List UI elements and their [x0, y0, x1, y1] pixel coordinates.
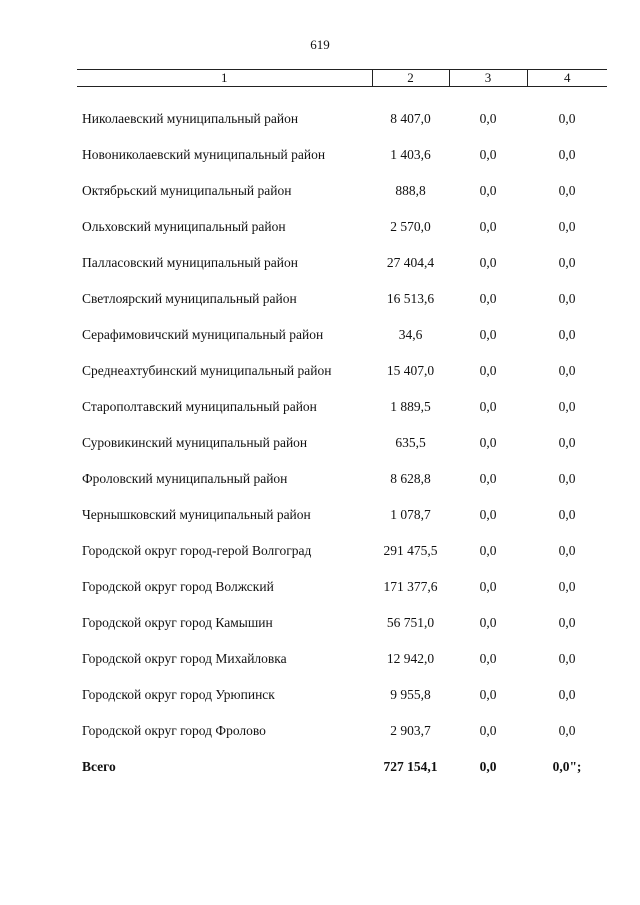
- column-4-value: 0,0: [558, 327, 576, 342]
- municipality-name: Городской округ город Камышин: [82, 615, 273, 630]
- page-number: 619: [310, 37, 330, 52]
- column-4-value: 0,0: [558, 471, 576, 486]
- municipality-name: Палласовский муниципальный район: [82, 255, 298, 270]
- table-row: [77, 378, 607, 414]
- table-row: [77, 414, 607, 450]
- amount-value: 15 407,0: [386, 363, 435, 378]
- municipality-name: Городской округ город Фролово: [82, 723, 266, 738]
- table-row: [77, 87, 607, 127]
- column-3-value: 0,0: [479, 111, 497, 126]
- table-row: [77, 558, 607, 594]
- amount-value: 888,8: [395, 183, 426, 198]
- amount-value: 1 403,6: [390, 147, 431, 162]
- column-3-value: 0,0: [479, 723, 497, 738]
- amount-value: 291 475,5: [383, 543, 438, 558]
- amount-value: 8 407,0: [390, 111, 431, 126]
- column-3-value: 0,0: [479, 363, 497, 378]
- column-4-value: 0,0: [558, 291, 576, 306]
- amount-value: 9 955,8: [390, 687, 431, 702]
- municipality-name: Октябрьский муниципальный район: [82, 183, 292, 198]
- column-3-value: 0,0: [479, 399, 497, 414]
- municipality-name: Фроловский муниципальный район: [82, 471, 288, 486]
- municipality-name: Серафимовичский муниципальный район: [82, 327, 324, 342]
- municipality-name: Старополтавский муниципальный район: [82, 399, 317, 414]
- amount-value: 171 377,6: [383, 579, 438, 594]
- table-row: [77, 198, 607, 234]
- column-3-value: 0,0: [479, 435, 497, 450]
- amount-value: 2 903,7: [390, 723, 431, 738]
- column-3-value: 0,0: [479, 255, 497, 270]
- amount-value: 1 889,5: [390, 399, 431, 414]
- column-3-value: 0,0: [479, 183, 497, 198]
- column-4-value: 0,0: [558, 255, 576, 270]
- municipality-name: Суровикинский муниципальный район: [82, 435, 308, 450]
- column-header-4: 4: [527, 70, 607, 87]
- column-4-value: 0,0: [558, 183, 576, 198]
- table-row: [77, 522, 607, 558]
- column-3-value: 0,0: [479, 291, 497, 306]
- total-row: [77, 738, 607, 774]
- column-header-2: 2: [372, 70, 449, 87]
- table-row: [77, 342, 607, 378]
- amount-value: 27 404,4: [386, 255, 435, 270]
- column-3-value: 0,0: [479, 147, 497, 162]
- total-column-4-value: 0,0";: [552, 759, 582, 774]
- municipality-name: Городской округ город Михайловка: [82, 651, 287, 666]
- column-4-value: 0,0: [558, 219, 576, 234]
- table-row: [77, 702, 607, 738]
- column-4-value: 0,0: [558, 507, 576, 522]
- amount-value: 16 513,6: [386, 291, 435, 306]
- municipality-name: Городской округ город Волжский: [82, 579, 274, 594]
- amount-value: 12 942,0: [386, 651, 435, 666]
- municipality-name: Новониколаевский муниципальный район: [82, 147, 326, 162]
- table-row: [77, 594, 607, 630]
- column-4-value: 0,0: [558, 723, 576, 738]
- municipality-name: Чернышковский муниципальный район: [82, 507, 311, 522]
- table-body: [77, 87, 607, 775]
- column-4-value: 0,0: [558, 399, 576, 414]
- column-4-value: 0,0: [558, 543, 576, 558]
- table-row: [77, 450, 607, 486]
- column-3-value: 0,0: [479, 543, 497, 558]
- column-3-value: 0,0: [479, 615, 497, 630]
- municipality-name: Среднеахтубинский муниципальный район: [82, 363, 332, 378]
- column-header-1: 1: [77, 70, 372, 87]
- column-4-value: 0,0: [558, 687, 576, 702]
- column-4-value: 0,0: [558, 651, 576, 666]
- municipality-name: Городской округ город Урюпинск: [82, 687, 275, 702]
- municipality-name: Ольховский муниципальный район: [82, 219, 286, 234]
- municipality-name: Николаевский муниципальный район: [82, 111, 299, 126]
- amount-value: 2 570,0: [390, 219, 431, 234]
- table-row: [77, 234, 607, 270]
- column-header-3: 3: [449, 70, 527, 87]
- amount-value: 1 078,7: [390, 507, 431, 522]
- column-4-value: 0,0: [558, 435, 576, 450]
- total-column-3-value: 0,0: [479, 759, 497, 774]
- column-4-value: 0,0: [558, 147, 576, 162]
- table-row: [77, 666, 607, 702]
- table-row: [77, 306, 607, 342]
- column-4-value: 0,0: [558, 363, 576, 378]
- table-row: [77, 486, 607, 522]
- column-3-value: 0,0: [479, 651, 497, 666]
- budget-table: [77, 69, 607, 774]
- municipality-name: Светлоярский муниципальный район: [82, 291, 297, 306]
- amount-value: 8 628,8: [390, 471, 431, 486]
- municipality-name: Городской округ город-герой Волгоград: [82, 543, 312, 558]
- amount-value: 56 751,0: [386, 615, 435, 630]
- total-label: Всего: [82, 759, 116, 774]
- amount-value: 34,6: [398, 327, 423, 342]
- column-3-value: 0,0: [479, 507, 497, 522]
- table-header: [77, 70, 607, 87]
- total-amount-value: 727 154,1: [383, 759, 438, 774]
- column-3-value: 0,0: [479, 471, 497, 486]
- column-3-value: 0,0: [479, 327, 497, 342]
- table-row: [77, 162, 607, 198]
- column-4-value: 0,0: [558, 111, 576, 126]
- table-row: [77, 126, 607, 162]
- column-3-value: 0,0: [479, 219, 497, 234]
- column-3-value: 0,0: [479, 687, 497, 702]
- header-row: [77, 70, 607, 87]
- amount-value: 635,5: [395, 435, 426, 450]
- column-4-value: 0,0: [558, 579, 576, 594]
- table-row: [77, 270, 607, 306]
- column-3-value: 0,0: [479, 579, 497, 594]
- table-row: [77, 630, 607, 666]
- column-4-value: 0,0: [558, 615, 576, 630]
